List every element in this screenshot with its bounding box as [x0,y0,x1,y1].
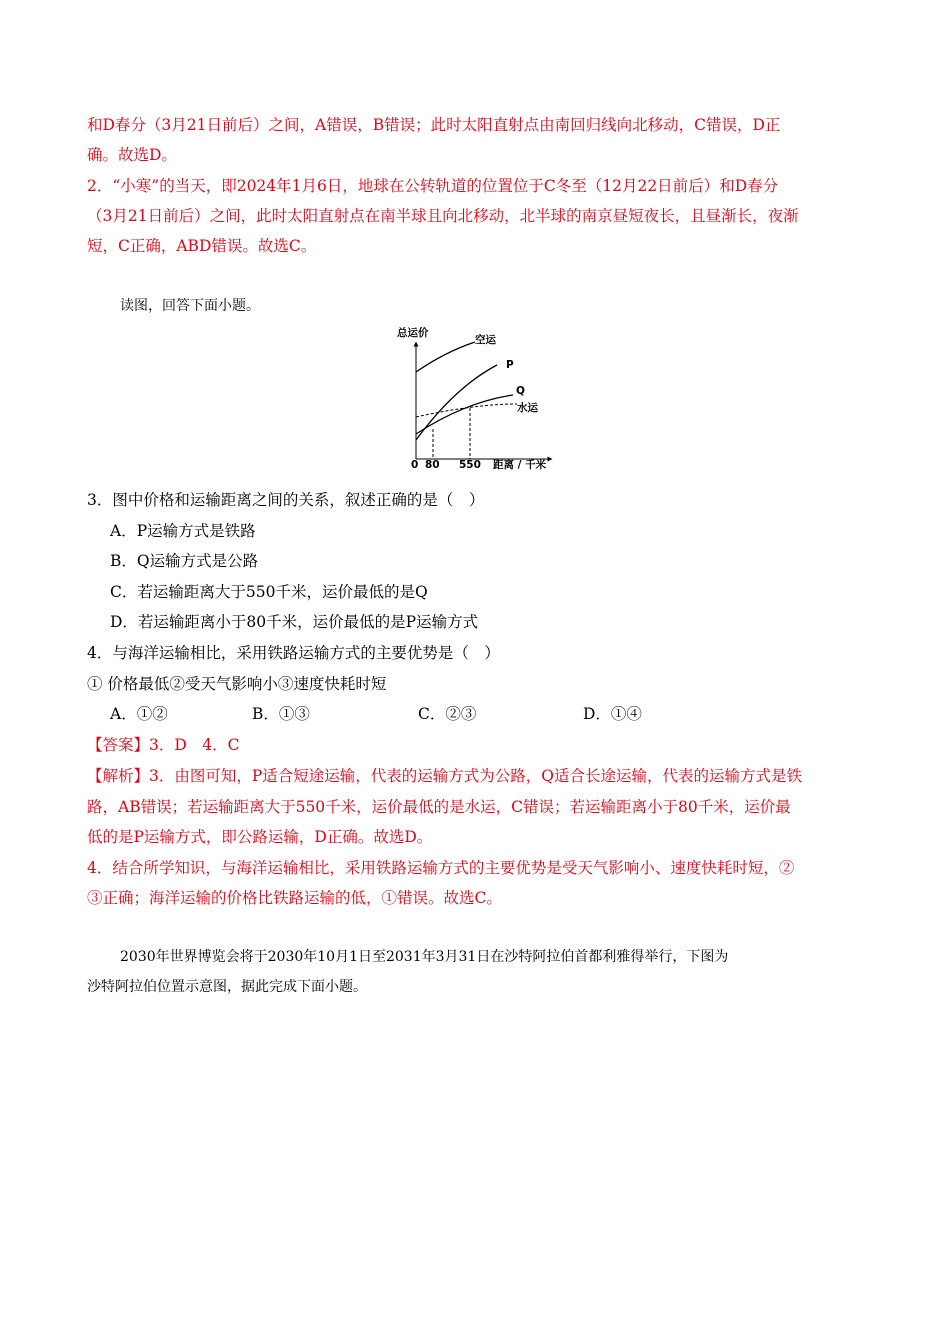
q3-option-b: B．Q运输方式是公路 [110,552,259,570]
water-transport-label: 水运 [517,402,538,414]
tick-80: 80 [425,459,440,471]
q3-option-c: C．若运输距离大于550千米，运价最低的是Q [110,583,428,601]
prev-answer-line-1: 和D春分（3月21日前后）之间，A错误，B错误；此时太阳直射点由南回归线向北移动，C错误，D正 [87,116,781,134]
analysis-line-4: 4．结合所学知识，与海洋运输相比，采用铁路运输方式的主要优势是受天气影响小、速度快耗时短，② [87,859,795,877]
analysis-line-5: ③正确；海洋运输的价格比铁路运输的低，①错误。故选C。 [87,889,502,907]
prev-answer-line-2: 确。故选D。 [87,146,177,164]
q4-option-a: A．①② [110,705,168,723]
q4-items: ① 价格最低②受天气影响小③速度快耗时短 [87,675,387,693]
analysis-line-2: 路，AB错误；若运输距离大于550千米，运价最低的是水运，C错误；若运输距离小于80千米，运价最 [87,798,791,816]
q4-stem: 4．与海洋运输相比，采用铁路运输方式的主要优势是（ ） [87,644,500,662]
air-transport-curve [416,342,475,372]
transport-cost-chart [395,322,565,474]
q3-option-a: A．P运输方式是铁路 [110,522,256,540]
q4-option-d: D．①④ [583,705,642,723]
analysis-line-1: 【解析】3．由图可知，P适合短途运输，代表的运输方式为公路，Q适合长途运输，代表的运输方式是铁 [87,767,803,785]
analysis-line-3: 低的是P运输方式，即公路运输，D正确。故选D。 [87,828,433,846]
q3-option-d: D．若运输距离小于80千米，运价最低的是P运输方式 [110,613,479,631]
next-intro-line-2: 沙特阿拉伯位置示意图，据此完成下面小题。 [87,979,367,995]
prev-answer-line-4: （3月21日前后）之间，此时太阳直射点在南半球且向北移动，北半球的南京昼短夜长，且昼渐长，夜渐 [87,207,799,225]
q3-stem: 3．图中价格和运输距离之间的关系，叙述正确的是（ ） [87,491,485,509]
q4-option-c: C．②③ [418,705,477,723]
air-transport-label: 空运 [475,334,496,346]
water-transport-curve [416,404,517,417]
answer: 【答案】3．D 4．C [87,736,240,754]
p-label: P [506,359,514,371]
read-figure-intro: 读图，回答下面小题。 [120,298,260,314]
tick-550: 550 [459,459,481,471]
origin-label: 0 [411,459,419,471]
y-axis-label: 总运价 [397,327,429,339]
prev-answer-line-5: 短，C正确，ABD错误。故选C。 [87,237,317,255]
prev-answer-line-3: 2．“小寒”的当天，即2024年1月6日，地球在公转轨道的位置位于C冬至（12月22日前后）和D春分 [87,177,779,195]
x-axis-label: 距离 / 千米 [493,459,547,471]
q-label: Q [516,385,525,397]
p-curve [416,365,497,440]
q4-option-b: B．①③ [252,705,310,723]
next-intro-line-1: 2030年世界博览会将于2030年10月1日至2031年3月31日在沙特阿拉伯首都利雅得举行，下图为 [120,949,729,965]
q-curve [416,395,513,434]
